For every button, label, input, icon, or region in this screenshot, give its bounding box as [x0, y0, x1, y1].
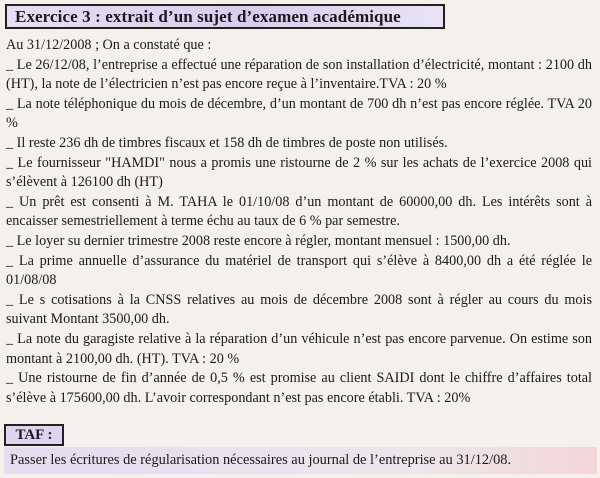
item-electricity-repair: _ Le 26/12/08, l’entreprise a effectué une réparation de son installation d’électricité, montant : 2100 dh (HT), la note de l’électricien n’est pas encore reçue à l’inventaire.TVA : 20 %: [6, 56, 592, 93]
item-cnss: _ Le s cotisations à la CNSS relatives au mois de décembre 2008 sont à régler au cours du mois suivant Montant 3500,00 dh.: [6, 291, 592, 328]
exercise-title: Exercice 3 : extrait d’un sujet d’examen académique: [15, 6, 401, 26]
exercise-title-box: [5, 4, 445, 29]
intro-line: Au 31/12/2008 ; On a constaté que :: [6, 37, 212, 53]
item-phone-bill: _ La note téléphonique du mois de décembre, d’un montant de 700 dh n’est pas encore réglée. TVA 20 %: [6, 95, 592, 132]
item-insurance: _ La prime annuelle d’assurance du matériel de transport qui s’élève à 8400,00 dh a été réglée le 01/08/08: [6, 252, 592, 289]
taf-instruction: Passer les écritures de régularisation nécessaires au journal de l’entreprise au 31/12/08.: [10, 452, 512, 468]
item-client-rebate: _ Une ristourne de fin d’année de 0,5 % est promise au client SAIDI dont le chiffre d’affaires total s’élève à 175600,00 dh. L’avoir correspondant n’est pas encore établi. TVA : 20%: [6, 370, 592, 406]
taf-instruction-band: [4, 447, 597, 474]
item-garage: _ La note du garagiste relative à la réparation d’un véhicule n’est pas encore parvenue. On estime son montant à 2100,00 dh. (HT). TVA : 20 %: [6, 330, 592, 367]
taf-label-box: [4, 424, 64, 446]
item-rent: _ Le loyer su dernier trimestre 2008 reste encore à régler, montant mensuel : 1500,00 dh.: [6, 232, 511, 249]
taf-label: TAF :: [15, 426, 53, 443]
exercise-body: [6, 36, 592, 408]
item-supplier-rebate: _ Le fournisseur "HAMDI" nous a promis une ristourne de 2 % sur les achats de l’exercice 2008 qui s’élèvent à 126100 dh (HT): [6, 154, 592, 191]
item-loan: _ Un prêt est consenti à M. TAHA le 01/10/08 d’un montant de 60000,00 dh. Les intérêts sont à encaisser semestriellement à terme échu au taux de 6 % par semestre.: [6, 193, 592, 230]
item-stamps: _ Il reste 236 dh de timbres fiscaux et 158 dh de timbres de poste non utilisés.: [6, 134, 448, 151]
